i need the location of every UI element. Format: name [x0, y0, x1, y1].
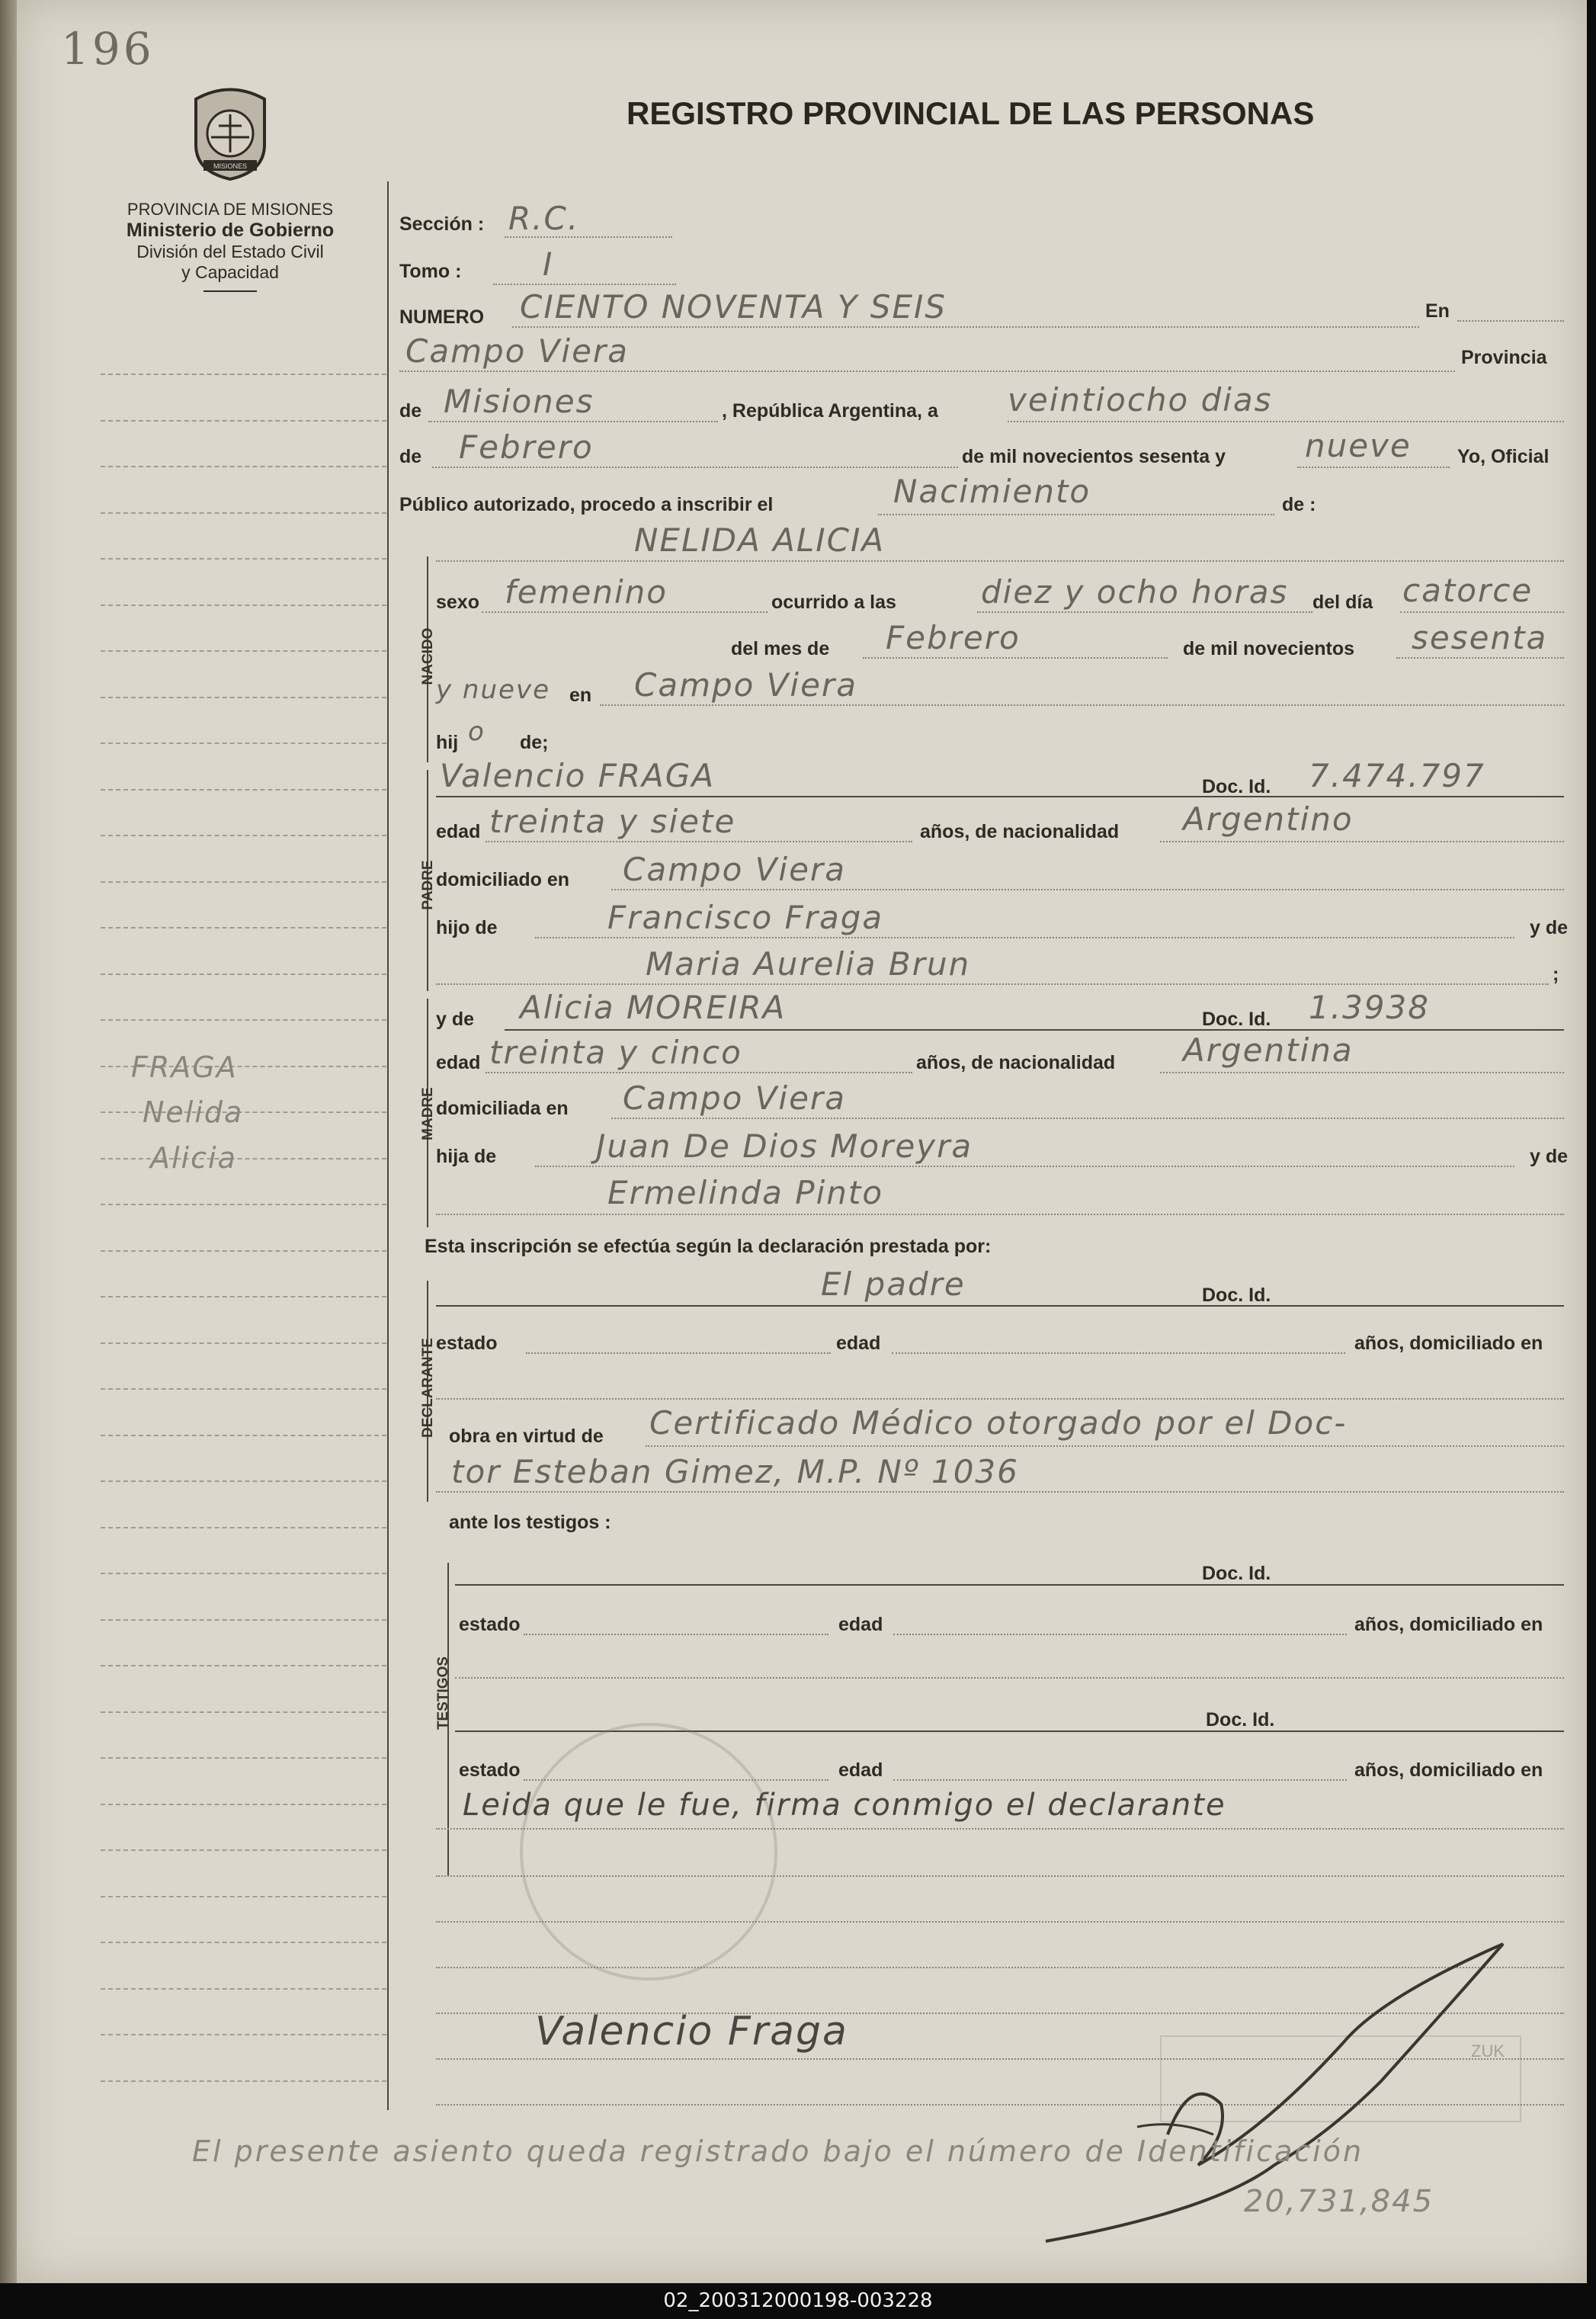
padre-nac-label: años, de nacionalidad: [920, 821, 1120, 842]
certificado-line1-value: Certificado Médico otorgado por el Doc-: [649, 1404, 1348, 1442]
ministry-line-2: Ministerio de Gobierno: [126, 220, 335, 241]
testigos-label: ante los testigos :: [449, 1512, 611, 1533]
declarante-doc-label: Doc. Id.: [1202, 1285, 1271, 1306]
inscripcion-label: Esta inscripción se efectúa según la declaración prestada por:: [425, 1236, 992, 1257]
padre-dom-value: Campo Viera: [623, 851, 846, 888]
mes-nac-value: Febrero: [886, 619, 1021, 656]
ministry-block: [85, 200, 375, 292]
testigo2-anos-label: años, domiciliado en: [1354, 1759, 1543, 1781]
en-label: En: [1425, 300, 1450, 322]
madre-dom-value: Campo Viera: [623, 1079, 846, 1117]
en2-label: en: [569, 685, 592, 706]
seccion-value: R.C.: [508, 200, 580, 237]
ministry-line-1: PROVINCIA DE MISIONES: [127, 200, 334, 219]
testigo1-edad-label: edad: [838, 1614, 883, 1635]
hora-value: diez y ocho horas: [981, 573, 1289, 611]
mes-value: Febrero: [459, 428, 594, 466]
abuelo-p-value: Francisco Fraga: [607, 899, 884, 936]
ministry-line-4: y Capacidad: [181, 262, 279, 282]
side-label-declarante: DECLARANTE: [420, 1338, 436, 1438]
tomo-value: I: [543, 245, 554, 283]
book-binding: [0, 0, 17, 2283]
sexo-label: sexo: [436, 592, 479, 613]
obra-label: obra en virtud de: [449, 1426, 604, 1447]
anio-value: nueve: [1305, 427, 1412, 464]
testigo2-estado-label: estado: [459, 1759, 521, 1781]
publico-label: Público autorizado, procedo a inscribir el: [399, 494, 774, 515]
madre-y-de-label: y de: [436, 1009, 475, 1030]
side-label-testigos: TESTIGOS: [435, 1656, 451, 1730]
testigo2-edad-label: edad: [838, 1759, 883, 1781]
sexo-value: femenino: [505, 573, 668, 611]
yo-oficial-label: Yo, Oficial: [1457, 446, 1550, 467]
official-stamp: [520, 1723, 777, 1981]
declarante-anos-label: años, domiciliado en: [1354, 1333, 1543, 1354]
anio-nac-value: sesenta: [1412, 619, 1548, 656]
leida-value: Leida que le fue, firma conmigo el declarante: [463, 1788, 1226, 1823]
provincia-value: Misiones: [444, 383, 594, 420]
image-id-footer: 02_200312000198-003228: [0, 2283, 1596, 2319]
registration-note: El presente asiento queda registrado bajo el número de Identificación: [192, 2135, 1364, 2168]
padre-y-de-label: y de: [1530, 917, 1569, 938]
page-number: 196: [61, 23, 155, 75]
numero-value: CIENTO NOVENTA Y SEIS: [520, 288, 947, 326]
padre-doc-label: Doc. Id.: [1202, 776, 1271, 797]
dia-texto-value: veintiocho dias: [1008, 381, 1273, 419]
provincia-label: Provincia: [1461, 347, 1547, 368]
padre-hijo-label: hijo de: [436, 917, 498, 938]
side-label-madre: MADRE: [420, 1087, 436, 1140]
dia-value: catorce: [1402, 572, 1534, 609]
abuela-p-value: Maria Aurelia Brun: [646, 945, 971, 983]
testigo1-anos-label: años, domiciliado en: [1354, 1614, 1543, 1635]
identification-number: 20,731,845: [1244, 2184, 1434, 2219]
madre-nac-label: años, de nacionalidad: [916, 1052, 1116, 1073]
mil-novecientos-label: de mil novecientos sesenta y: [962, 446, 1226, 467]
padre-dom-label: domiciliado en: [436, 869, 570, 890]
madre-hija-label: hija de: [436, 1146, 497, 1167]
madre-doc-value: 1.3938: [1309, 989, 1430, 1026]
padre-edad-value: treinta y siete: [489, 803, 736, 840]
madre-nac-value: Argentina: [1183, 1031, 1354, 1069]
declarante-value: El padre: [821, 1265, 966, 1303]
republica-label: , República Argentina, a: [722, 400, 938, 422]
declarante-signature: Valencio Fraga: [535, 2009, 848, 2054]
province-seal: [188, 84, 272, 183]
del-mes-label: del mes de: [731, 638, 830, 659]
margin-note-surname: FRAGA: [131, 1050, 238, 1084]
declarante-edad-label: edad: [836, 1333, 881, 1354]
declarante-estado-label: estado: [436, 1333, 498, 1354]
hij-label: hij: [436, 732, 459, 753]
ocurrido-label: ocurrido a las: [771, 592, 896, 613]
de2-label: de: [399, 446, 422, 467]
padre-edad-label: edad: [436, 821, 481, 842]
madre-dom-label: domiciliada en: [436, 1098, 569, 1119]
del-dia-label: del día: [1312, 592, 1373, 613]
stamp-text: ZUK: [1471, 2042, 1505, 2061]
abuelo-m-value: Juan De Dios Moreyra: [596, 1127, 973, 1165]
padre-doc-value: 7.474.797: [1309, 757, 1485, 794]
testigo2-doc-label: Doc. Id.: [1206, 1709, 1275, 1730]
madre-edad-label: edad: [436, 1052, 481, 1073]
ministry-line-3: División del Estado Civil: [136, 242, 324, 261]
acto-value: Nacimiento: [893, 473, 1091, 510]
padre-semicolon: ;: [1553, 964, 1559, 985]
nombre-value: NELIDA ALICIA: [634, 521, 886, 559]
padre-nac-value: Argentino: [1183, 800, 1354, 838]
margin-note-name1: Nelida: [143, 1095, 244, 1129]
side-label-nacido: NACIDO: [420, 627, 436, 685]
seccion-label: Sección :: [399, 213, 485, 235]
mil-nov2-label: de mil novecientos: [1183, 638, 1355, 659]
padre-value: Valencio FRAGA: [440, 757, 716, 794]
page-title: REGISTRO PROVINCIAL DE LAS PERSONAS: [627, 95, 1315, 131]
side-label-padre: PADRE: [420, 860, 436, 910]
madre-value: Alicia MOREIRA: [520, 989, 787, 1026]
de-label: de: [399, 400, 422, 422]
localidad-value: Campo Viera: [405, 332, 629, 370]
lugar-nac-value: Campo Viera: [634, 666, 857, 704]
seal-label: MISIONES: [213, 162, 248, 170]
registry-page: [17, 0, 1587, 2283]
certificado-line2-value: tor Esteban Gimez, M.P. Nº 1036: [451, 1453, 1019, 1490]
de-colon-label: de :: [1282, 494, 1316, 515]
margin-note-name2: Alicia: [150, 1141, 237, 1175]
anio-nac2-value: y nueve: [436, 675, 550, 705]
abuela-m-value: Ermelinda Pinto: [607, 1174, 884, 1211]
tomo-label: Tomo :: [399, 261, 462, 282]
madre-y-de-label2: y de: [1530, 1146, 1569, 1167]
madre-doc-label: Doc. Id.: [1202, 1009, 1271, 1030]
madre-edad-value: treinta y cinco: [489, 1034, 742, 1071]
testigo1-estado-label: estado: [459, 1614, 521, 1635]
numero-label: NUMERO: [399, 306, 485, 328]
de-semi-label: de;: [520, 732, 549, 753]
hijo-suffix-value: o: [468, 717, 486, 747]
main-vertical-rule: [387, 181, 389, 2110]
testigo1-doc-label: Doc. Id.: [1202, 1563, 1271, 1584]
